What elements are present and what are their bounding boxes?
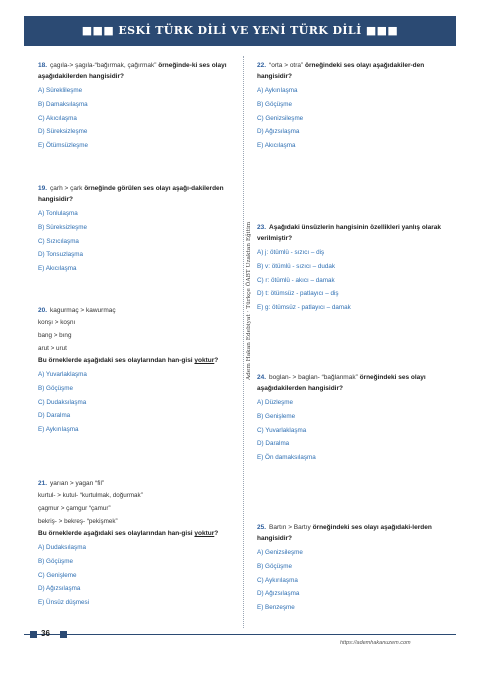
question-example: “orta > otra” — [269, 62, 304, 69]
page-number: 36 — [41, 629, 50, 638]
question-prompt: örneğinde-ki ses olayı aşağıdakilerden hangisidir? — [38, 62, 227, 80]
option-a[interactable]: A) Genizsileşme — [257, 549, 303, 556]
option-e[interactable]: E) Ön damaksılaşma — [257, 454, 316, 462]
negative-keyword: yoktur — [194, 357, 215, 364]
example-line: bekriş- > bekreş- “pekişmek” — [38, 518, 118, 525]
question-prompt: Bu örneklerde aşağıdaki ses olaylarından han-gisi yoktur? — [38, 530, 219, 537]
options-list — [257, 84, 453, 153]
options-list — [38, 84, 234, 153]
column-divider — [243, 56, 244, 628]
question-prompt: örneğindeki ses olayı aşağıdaki-lerden hangisidir? — [257, 524, 432, 542]
question-number: 22. — [257, 62, 267, 69]
footer-rule — [24, 634, 456, 635]
option-c[interactable]: C) Akıcılaşma — [38, 114, 77, 122]
option-e[interactable]: E) Akıcılaşma — [38, 265, 77, 273]
question-stem — [257, 222, 453, 244]
question-21 — [38, 478, 234, 610]
option-b[interactable]: B) Göçüşme — [257, 562, 292, 570]
options-list — [38, 207, 234, 276]
question-23 — [257, 222, 453, 315]
question-stem — [38, 305, 234, 316]
question-20 — [38, 305, 234, 437]
question-number: 25. — [257, 524, 267, 531]
options-list — [257, 396, 453, 465]
option-e[interactable]: E) Aykırılaşma — [38, 426, 79, 434]
page-marker-right — [60, 631, 67, 638]
question-example: çagıla-> şagıla-“bağırmak, çağırmak” — [50, 62, 157, 69]
question-example: yarıan > yagan “fil” — [50, 480, 105, 487]
question-number: 23. — [257, 224, 267, 231]
question-number: 18. — [38, 62, 48, 69]
option-c[interactable]: C) r: ötümlü - akıcı – damak — [257, 276, 335, 284]
question-stem — [38, 183, 234, 205]
option-b[interactable]: B) Süreksizleşme — [38, 223, 87, 231]
option-a[interactable]: A) j: ötümlü - sızıcı – diş — [257, 249, 325, 256]
option-a[interactable]: A) Dudaksılaşma — [38, 544, 86, 551]
options-list — [257, 246, 453, 315]
option-d[interactable]: D) Ağızsılaşma — [38, 585, 81, 593]
option-c[interactable]: C) Aykırılaşma — [257, 576, 298, 584]
option-d[interactable]: D) Daralma — [257, 440, 290, 448]
side-watermark-text: Adem Hakan Edebiyat · Türkçe ÖABT Uzaktan Eğitim — [246, 221, 252, 380]
option-e[interactable]: E) Ötümsüzleşme — [38, 142, 89, 150]
option-a[interactable]: A) Tonlulaşma — [38, 210, 78, 217]
question-prompt: örneğinde görülen ses olayı aşağı-dakilerden hangisidir? — [38, 185, 224, 203]
option-c[interactable]: C) Dudaksılaşma — [38, 398, 87, 406]
question-stem — [257, 372, 453, 394]
page-marker-left — [30, 631, 37, 638]
option-d[interactable]: D) Ağızsılaşma — [257, 590, 300, 598]
option-c[interactable]: C) Yuvarlaklaşma — [257, 426, 307, 434]
option-d[interactable]: D) Daralma — [38, 412, 71, 420]
option-a[interactable]: A) Süreklileşme — [38, 87, 83, 94]
example-line: çagmur > çamgur “çamur” — [38, 505, 111, 512]
question-example: çarh > çark — [50, 185, 83, 192]
question-stem — [257, 522, 453, 544]
header-bar — [24, 16, 456, 46]
question-prompt: Bu örneklerde aşağıdaki ses olaylarından han-gisi yoktur? — [38, 357, 219, 364]
example-line: konşı > koşnı — [38, 319, 76, 326]
question-stem — [38, 478, 234, 489]
question-22 — [257, 60, 453, 153]
question-number: 21. — [38, 480, 48, 487]
option-d[interactable]: D) Süreksizleşme — [38, 128, 88, 136]
option-a[interactable]: A) Yuvarlaklaşma — [38, 371, 87, 378]
question-number: 19. — [38, 185, 48, 192]
question-19 — [38, 183, 234, 276]
option-c[interactable]: C) Sızıcılaşma — [38, 237, 79, 245]
options-list — [38, 541, 234, 610]
question-prompt: örneğindeki ses olayı aşağıdakiler-den hangisidir? — [257, 62, 425, 80]
option-d[interactable]: D) t: ötümsüz - patlayıcı – diş — [257, 290, 339, 298]
question-example: boglan- > baglan- “bağlanmak” — [269, 374, 358, 381]
example-line: kurtul- > kutul- “kurtulmak, doğurmak” — [38, 492, 143, 499]
option-d[interactable]: D) Tonsuzlaşma — [38, 251, 84, 259]
question-25 — [257, 522, 453, 615]
footer-url[interactable]: https://ademhakanuzem.com — [340, 640, 411, 646]
option-c[interactable]: C) Genişleme — [38, 571, 77, 579]
option-b[interactable]: B) v: ötümlü - sızıcı – dudak — [257, 262, 336, 270]
question-stem — [38, 60, 234, 82]
option-b[interactable]: B) Göçüşme — [257, 100, 292, 108]
option-e[interactable]: E) g: ötümsüz - patlayıcı – damak — [257, 304, 351, 312]
option-a[interactable]: A) Aykırılaşma — [257, 87, 298, 94]
option-b[interactable]: B) Damaksılaşma — [38, 100, 88, 108]
question-prompt: Aşağıdaki ünsüzlerin hangisinin özellikleri yanlış olarak verilmiştir? — [257, 224, 441, 242]
option-c[interactable]: C) Genizsileşme — [257, 114, 304, 122]
option-b[interactable]: B) Genişleme — [257, 412, 296, 420]
option-e[interactable]: E) Benzeşme — [257, 604, 295, 612]
negative-keyword: yoktur — [194, 530, 215, 537]
question-example: kagurmaç > kawurmaç — [50, 307, 116, 314]
option-d[interactable]: D) Ağızsılaşma — [257, 128, 300, 136]
options-list — [257, 546, 453, 615]
question-18 — [38, 60, 234, 153]
question-number: 20. — [38, 307, 48, 314]
option-e[interactable]: E) Ünsüz düşmesi — [38, 599, 90, 607]
question-prompt: örneğindeki ses olayı aşağıdakilerden hangisidir? — [257, 374, 426, 392]
page-header-title: ■■■ ESKİ TÜRK DİLİ VE YENİ TÜRK DİLİ ■■■ — [81, 24, 399, 37]
question-stem — [257, 60, 453, 82]
option-b[interactable]: B) Göçüşme — [38, 384, 73, 392]
option-b[interactable]: B) Göçüşme — [38, 557, 73, 565]
option-a[interactable]: A) Düzleşme — [257, 399, 294, 406]
question-example: Bartın > Bartıy — [269, 524, 311, 531]
example-line: bang > bıng — [38, 332, 72, 339]
options-list — [38, 368, 234, 437]
option-e[interactable]: E) Akıcılaşma — [257, 142, 296, 150]
question-24 — [257, 372, 453, 465]
question-number: 24. — [257, 374, 267, 381]
example-line: arut > urut — [38, 345, 67, 352]
